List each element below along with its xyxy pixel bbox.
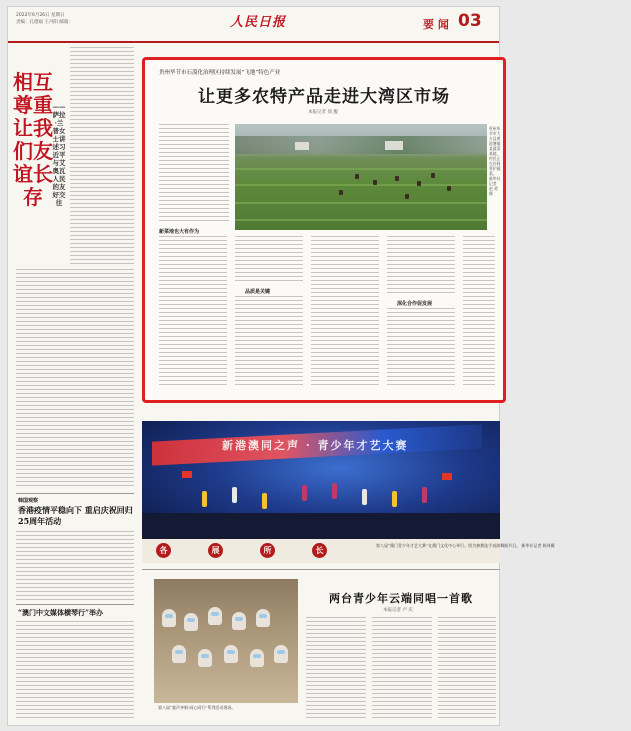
newspaper-page <box>7 6 555 726</box>
issue-editors: 责编：孔德福 王丹阳 邮箱： <box>16 20 73 25</box>
article-headline: 让更多农特产品走进大湾区市场 <box>198 87 450 107</box>
bottom-story-body-2 <box>372 617 432 721</box>
article-body-col-2b <box>235 296 303 388</box>
article-intro-body <box>159 124 229 224</box>
brief-2-body <box>16 621 134 719</box>
photo-worker <box>355 174 359 179</box>
photo-student <box>208 607 222 625</box>
photo-crop-row <box>235 168 487 170</box>
photo-caption-strip <box>142 539 555 563</box>
article-photo-tea-field <box>235 124 487 230</box>
photo-dancer <box>392 491 397 507</box>
bottom-story-byline: 本报记者 卢 庆 <box>383 608 413 613</box>
page-header <box>8 7 499 43</box>
photo-dancer <box>262 493 267 509</box>
photo-hills <box>235 136 487 154</box>
photo-dancer <box>332 483 337 499</box>
bottom-story-body-3 <box>438 617 496 721</box>
brief-1-body <box>16 531 134 601</box>
article-kicker: 贵州毕节市石漠化治理区持续发展“飞地”特色产业 <box>159 70 281 76</box>
choir-photo <box>154 579 298 703</box>
article-body-col-1 <box>159 236 227 388</box>
stage-flag <box>182 471 192 478</box>
article-body-col-3 <box>311 236 379 388</box>
photo-worker <box>373 180 377 185</box>
brief-2-title: “澳门中文媒体横琴行”举办 <box>18 608 104 617</box>
photo-worker <box>405 194 409 199</box>
issue-date: 2022年6月26日 星期日 <box>16 13 65 18</box>
photo-dancer <box>202 491 207 507</box>
photo-student <box>250 649 264 667</box>
stage-floor <box>142 513 500 539</box>
photo-dancer <box>302 485 307 501</box>
photo-student <box>198 649 212 667</box>
seal-char-4: 长 <box>312 543 327 558</box>
seal-char-1: 各 <box>156 543 171 558</box>
photo-crop-row <box>235 219 487 221</box>
left-story-body <box>16 269 134 489</box>
seal-char-3: 所 <box>260 543 275 558</box>
article-body-col-4b <box>387 308 455 388</box>
article-body-col-2 <box>235 236 303 284</box>
photo-student <box>184 613 198 631</box>
photo-dancer <box>232 487 237 503</box>
article-subhead-1: 新菜地也大有作为 <box>159 229 200 235</box>
article-body-col-5 <box>463 236 495 388</box>
brief-1-title: 香港疫情平稳向下 重启庆祝回归25周年活动 <box>18 505 133 526</box>
page-number: 03 <box>458 11 482 31</box>
divider <box>16 493 134 494</box>
performance-photo <box>142 421 500 539</box>
section-label: 要 闻 <box>423 18 449 31</box>
article-byline: 本报记者 徐 靓 <box>308 110 338 115</box>
article-photo-caption: 贵州毕节市大方县黄泥塘镇某蔬菜基地，村民正在田间管护蔬菜。 新华社记者 赵 勇摄 <box>489 126 501 196</box>
photo-student <box>172 645 186 663</box>
bottom-story-body-1 <box>306 617 366 721</box>
photo-building <box>385 141 403 150</box>
photo-student <box>224 645 238 663</box>
brief-1-kicker: 韩国观察 <box>18 498 39 504</box>
article-subhead-2: 品质是关键 <box>245 289 271 295</box>
photo-worker <box>431 173 435 178</box>
photo-student <box>256 609 270 627</box>
photo-crop-row <box>235 202 487 204</box>
photo-student <box>274 645 288 663</box>
article-body-col-4 <box>387 236 455 296</box>
article-subhead-3: 深化合作促发展 <box>397 301 433 307</box>
photo-building <box>295 142 309 150</box>
photo-worker <box>395 176 399 181</box>
photo-worker <box>339 190 343 195</box>
masthead-logo: 人民日报 <box>230 15 287 30</box>
seal-char-2: 展 <box>208 543 223 558</box>
photo-worker <box>447 186 451 191</box>
bottom-story-headline: 两台青少年云端同唱一首歌 <box>329 592 473 605</box>
photo-dancer <box>422 487 427 503</box>
left-story-title: 相互尊重让我们友谊长存 <box>13 70 53 209</box>
stage-banner-text: 新港澳同之声 · 青少年才艺大赛 <box>222 439 409 452</box>
photo-student <box>162 609 176 627</box>
stage-flag <box>442 473 452 480</box>
photo-worker <box>417 181 421 186</box>
divider <box>142 569 500 570</box>
photo-student <box>232 612 246 630</box>
issue-meta <box>16 12 136 26</box>
featured-article-highlight[interactable] <box>142 57 506 403</box>
stage-photo-caption: 第八届“澳门青少年才艺大赛”在澳门文化中心举行。图为参赛选手表演舞蹈节目。 新华社记者 陈铎摄 <box>376 543 555 548</box>
divider <box>16 604 134 605</box>
left-story-subtitle: ——萨拉·兰普女士讲述习近平与艾奥瓦人民的友好交往 <box>52 103 66 207</box>
photo-dancer <box>362 489 367 505</box>
choir-photo-caption: 第八届“童声齐唱·同心同行”系列活动现场。 <box>158 705 236 710</box>
left-story-body-top <box>70 47 134 265</box>
